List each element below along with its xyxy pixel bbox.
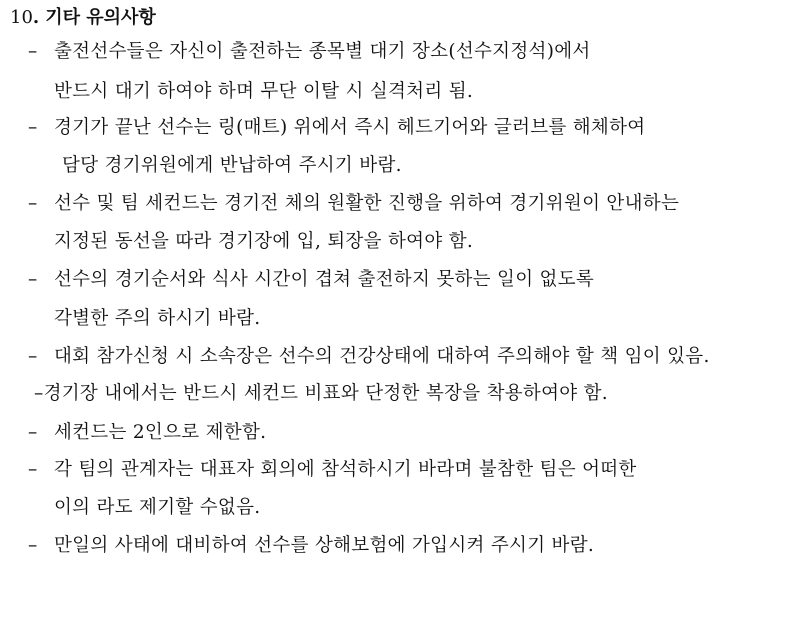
bullet-dash: – bbox=[28, 193, 38, 214]
list-item-text: 경기가 끝난 선수는 링(매트) 위에서 즉시 헤드기어와 글러브를 해체하여 bbox=[54, 117, 646, 138]
list-item-4-continuation bbox=[54, 306, 260, 332]
list-item-6 bbox=[34, 381, 608, 407]
list-item-text: 선수 및 팀 세컨드는 경기전 체의 원활한 진행을 위하여 경기위원이 안내하는 bbox=[54, 193, 680, 214]
list-item-text: 반드시 대기 하여야 하며 무단 이탈 시 실격처리 됨. bbox=[54, 81, 474, 102]
list-item-1 bbox=[28, 39, 591, 65]
section-number: 10 bbox=[10, 7, 33, 28]
list-item-4 bbox=[28, 267, 594, 293]
list-item-text: 경기장 내에서는 반드시 세컨드 비표와 단정한 복장을 착용하여야 함. bbox=[43, 383, 608, 404]
section-heading bbox=[10, 6, 156, 30]
bullet-dash: – bbox=[28, 117, 38, 138]
list-item-text: 지정된 동선을 따라 경기장에 입, 퇴장을 하여야 함. bbox=[54, 231, 474, 252]
bullet-dash: – bbox=[28, 535, 38, 556]
list-item-text: 담당 경기위원에게 반납하여 주시기 바람. bbox=[62, 155, 402, 176]
list-item-3 bbox=[28, 191, 679, 217]
list-item-9 bbox=[28, 533, 594, 559]
bullet-dash: – bbox=[28, 269, 38, 290]
list-item-8-continuation bbox=[54, 495, 260, 521]
list-item-1-continuation bbox=[54, 79, 473, 105]
bullet-dash: – bbox=[34, 383, 44, 404]
list-item-text: 각 팀의 관계자는 대표자 회의에 참석하시기 바라며 불참한 팀은 어떠한 bbox=[54, 459, 637, 480]
bullet-dash: – bbox=[28, 41, 38, 62]
list-item-text: 만일의 사태에 대비하여 선수를 상해보험에 가입시켜 주시기 바람. bbox=[54, 535, 595, 556]
list-item-3-continuation bbox=[54, 229, 473, 255]
list-item-5 bbox=[28, 344, 710, 370]
bullet-dash: – bbox=[28, 422, 38, 443]
list-item-text: 이의 라도 제기할 수없음. bbox=[54, 497, 261, 518]
list-item-text: 선수의 경기순서와 식사 시간이 겹쳐 출전하지 못하는 일이 없도록 bbox=[54, 269, 595, 290]
list-item-7 bbox=[28, 420, 266, 446]
list-item-text: 세컨드는 2인으로 제한함. bbox=[54, 422, 267, 443]
list-item-8 bbox=[28, 457, 637, 483]
list-item-text: 각별한 주의 하시기 바람. bbox=[54, 308, 261, 329]
bullet-dash: – bbox=[28, 346, 38, 367]
list-item-2 bbox=[28, 115, 645, 141]
section-title: 기타 유의사항 bbox=[45, 7, 156, 28]
list-item-2-continuation bbox=[62, 153, 402, 179]
list-item-text: 출전선수들은 자신이 출전하는 종목별 대기 장소(선수지정석)에서 bbox=[54, 41, 591, 62]
list-item-text: 대회 참가신청 시 소속장은 선수의 건강상태에 대하여 주의해야 할 책 임이 있음. bbox=[54, 346, 710, 367]
bullet-dash: – bbox=[28, 459, 38, 480]
section-number-dot: . bbox=[32, 7, 40, 28]
